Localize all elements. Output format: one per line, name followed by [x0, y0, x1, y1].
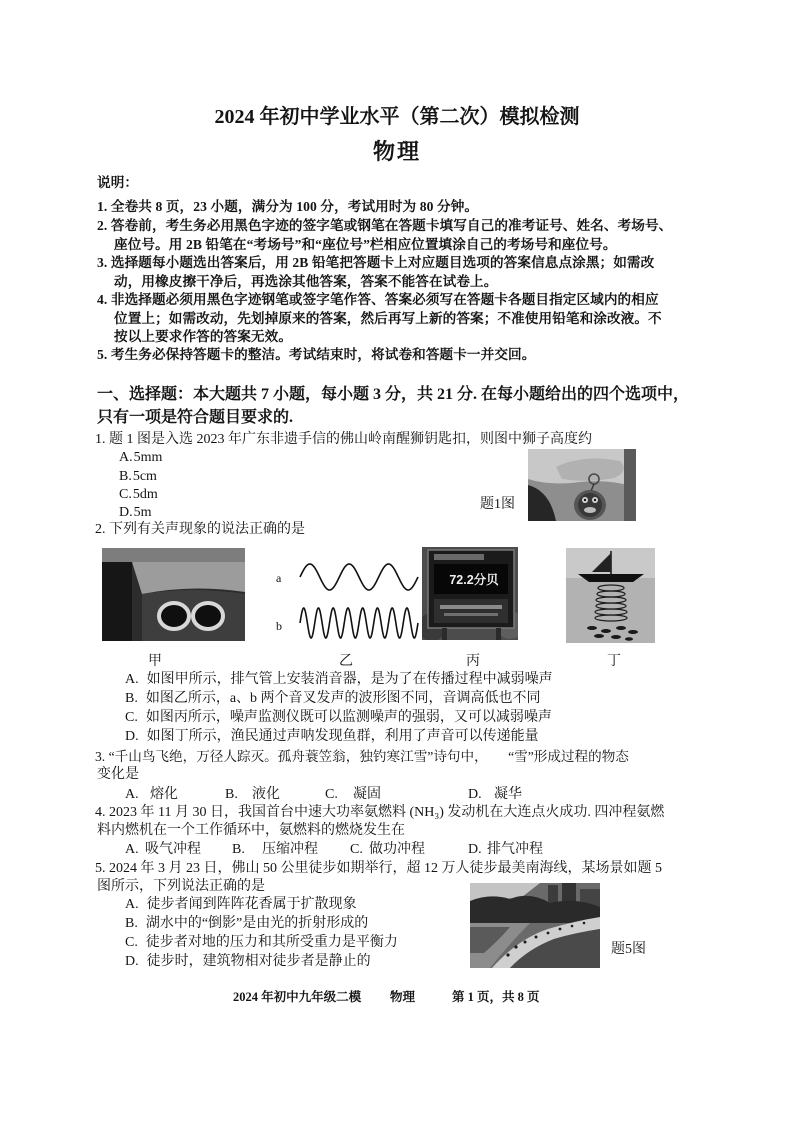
q5-option-b [125, 915, 368, 933]
instruction-line: 位置上；如需改动，先划掉原来的答案，然后再写上新的答案；不准使用铅笔和涂改液。不 [114, 311, 662, 326]
q3-option-c-label: C. [325, 787, 338, 802]
instruction-line: 按以上要求作答的答案无效。 [114, 329, 293, 344]
sonar-fishing-boat-diagram [566, 548, 655, 643]
lion-figure [574, 490, 606, 520]
instruction-line: 3. 选择题每小题选出答案后，用 2B 铅笔把答题卡上对应题目选项的答案信息点涂黑；如需改 [97, 255, 655, 270]
wave-label-a: a [276, 571, 282, 585]
q5-stem: 5. 2024 年 3 月 23 日，佛山 50 公里徒步如期举行，超 12 万人徒步最美南海线，某场景如题 5 [95, 861, 662, 876]
q2-option-c [125, 709, 552, 727]
q1-option-b [119, 468, 157, 486]
instructions-heading: 说明： [97, 175, 139, 190]
noise-monitor-photo [422, 547, 518, 640]
option-text: 徒步者对地的压力和其所受重力是平衡力 [145, 935, 398, 950]
wave-a-path [300, 564, 418, 590]
option-text: 湖水中的“倒影”是由光的折射形成的 [145, 916, 369, 931]
exhaust-tip-right [193, 603, 223, 629]
section-heading: 只有一项是符合题目要求的. [97, 409, 294, 426]
q3-option-a-text: 熔化 [150, 787, 178, 802]
figure-label-ding: 丁 [607, 654, 621, 669]
exhaust-tip-left [159, 603, 189, 629]
q2-option-d [125, 728, 539, 746]
figure-label-yi: 乙 [339, 654, 353, 669]
exhaust-pipe-photo [102, 548, 245, 641]
q1-stem: 1. 题 1 图是入选 2023 年广东非遗手信的佛山岭南醒狮钥匙扣，则图中狮子高度约 [95, 432, 592, 447]
q2-stem: 2. 下列有关声现象的说法正确的是 [95, 522, 305, 537]
option-label: C. [125, 710, 138, 725]
option-label: B. [119, 469, 132, 484]
q3-option-c-text: 凝固 [353, 787, 381, 802]
option-label: C. [125, 935, 138, 950]
option-label: A. [125, 672, 139, 687]
q1-option-d [119, 504, 152, 522]
q5-stem: 图所示，下列说法正确的是 [97, 879, 265, 894]
footer-exam-name: 2024 年初中九年级二模 [233, 990, 362, 1004]
instruction-line: 1. 全卷共 8 页，23 小题，满分为 100 分，考试用时为 80 分钟。 [97, 199, 479, 214]
q1-option-a [119, 449, 162, 467]
q5-figure-caption: 题5图 [611, 942, 646, 957]
boat-hull [578, 574, 644, 582]
instruction-line: 5. 考生务必保持答题卡的整洁。考试结束时，将试卷和答题卡一并交回。 [97, 347, 536, 362]
exam-title: 2024 年初中学业水平（第二次）模拟检测 [214, 106, 580, 128]
q1-figure-caption: 题1图 [480, 497, 515, 512]
option-text: 5dm [132, 487, 158, 502]
option-label: D. [125, 954, 139, 969]
figure-label-jia: 甲 [148, 654, 162, 669]
q3-option-b-text: 液化 [252, 787, 280, 802]
lakeside-hiking-photo [470, 883, 600, 968]
noise-reading: 72.2分贝 [449, 573, 499, 587]
instruction-line: 4. 非选择题必须用黑色字迹钢笔或签字笔作答、答案必须写在答题卡各题目指定区域内的相应 [97, 292, 659, 307]
q4-stem: 料内燃机在一个工作循环中，氨燃料的燃烧发生在 [97, 823, 405, 838]
q5-option-d [125, 953, 371, 971]
figure-label-bing: 丙 [466, 654, 480, 669]
q5-option-c [125, 934, 398, 952]
q3-stem: 变化是 [97, 767, 139, 782]
option-label: D. [125, 729, 139, 744]
q4-option-a-label: A. [125, 842, 139, 857]
q3-option-d-text: 凝华 [494, 787, 522, 802]
q4-option-b-label: B. [232, 842, 245, 857]
q5-option-a [125, 896, 357, 914]
wave-b-path [300, 608, 418, 638]
q4-stem: 4. 2023 年 11 月 30 日，我国首台中速大功率氨燃料 (NH₃) 发动机在大连点火成功. 四冲程氨燃 [95, 805, 665, 820]
section-heading: 一、选择题：本大题共 7 小题，每小题 3 分，共 21 分. 在每小题给出的四个选项中， [97, 386, 690, 403]
option-text: 如图甲所示，排气管上安装消音器，是为了在传播过程中减弱噪声 [146, 672, 553, 687]
lion-keychain-photo [528, 449, 636, 521]
q1-option-c [119, 486, 158, 504]
instruction-line: 动，用橡皮擦干净后，再选涂其他答案，答案不能答在试卷上。 [114, 274, 498, 289]
q4-option-b-text: 压缩冲程 [262, 842, 318, 857]
tuning-fork-waveforms [272, 550, 420, 642]
option-text: 5cm [132, 469, 157, 484]
instruction-line: 座位号。用 2B 铅笔在“考场号”和“座位号”栏相应位置填涂自己的考场号和座位号。 [114, 237, 617, 252]
option-text: 如图丁所示，渔民通过声呐发现鱼群，利用了声音可以传递能量 [146, 729, 539, 744]
q3-option-b-label: B. [225, 787, 238, 802]
option-label: A. [125, 897, 139, 912]
q4-option-c-label: C. [350, 842, 363, 857]
footer-subject: 物理 [390, 990, 416, 1004]
option-text: 如图乙所示，a、b 两个音叉发声的波形图不同，音调高低也不同 [145, 691, 541, 706]
q3-stem: 3. “千山鸟飞绝，万径人踪灭。孤舟蓑笠翁，独钓寒江雪”诗句中， “雪”形成过程的物态 [95, 749, 629, 764]
option-text: 徒步者闻到阵阵花香属于扩散现象 [146, 897, 357, 912]
option-label: B. [125, 691, 138, 706]
q4-option-a-text: 吸气冲程 [145, 842, 201, 857]
q4-option-d-text: 排气冲程 [487, 842, 543, 857]
q2-option-a [125, 671, 553, 689]
q4-option-c-text: 做功冲程 [369, 842, 425, 857]
q4-option-d-label: D. [468, 842, 482, 857]
option-label: D. [119, 505, 133, 520]
wave-label-b: b [276, 619, 282, 633]
option-text: 5mm [133, 450, 163, 465]
option-label: C. [119, 487, 132, 502]
option-label: A. [119, 450, 133, 465]
q3-option-d-label: D. [468, 787, 482, 802]
option-text: 5m [133, 505, 152, 520]
option-text: 徒步时，建筑物相对徒步者是静止的 [146, 954, 371, 969]
instruction-line: 2. 答卷前，考生务必用黑色字迹的签字笔或钢笔在答题卡填写自己的准考证号、姓名、考场号、 [97, 218, 673, 233]
option-label: B. [125, 916, 138, 931]
q3-option-a-label: A. [125, 787, 139, 802]
subject-title: 物理 [372, 139, 421, 164]
footer-page-info: 第 1 页，共 8 页 [452, 990, 540, 1004]
option-text: 如图丙所示，噪声监测仪既可以监测噪声的强弱，又可以减弱噪声 [145, 710, 552, 725]
q2-option-b [125, 690, 541, 708]
